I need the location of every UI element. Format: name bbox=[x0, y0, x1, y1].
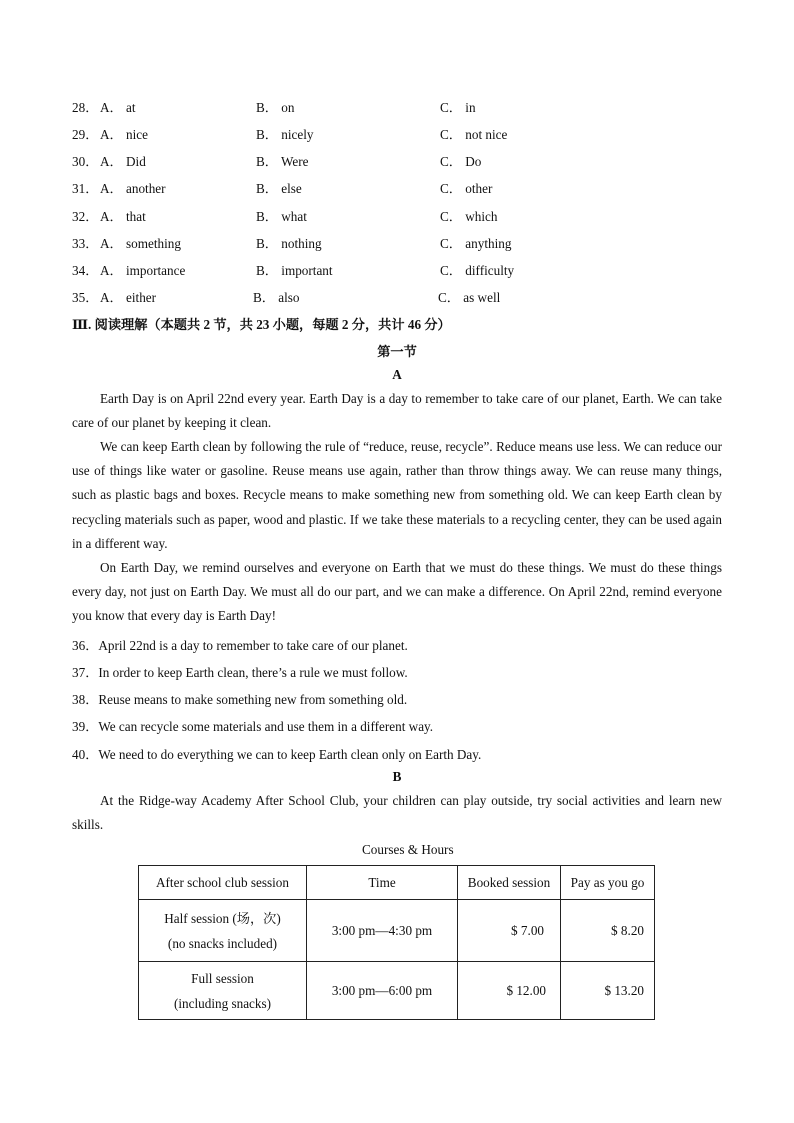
statement-38: 38．Reuse means to make something new from something old. bbox=[72, 692, 408, 707]
option-a: A． something bbox=[100, 236, 181, 251]
question-number: 32． bbox=[72, 209, 99, 224]
option-c: C． in bbox=[440, 100, 476, 115]
question-number: 33． bbox=[72, 236, 99, 251]
booked-cell: $ 12.00 bbox=[458, 962, 561, 1020]
option-a: A． importance bbox=[100, 263, 186, 278]
session-cell bbox=[139, 900, 307, 962]
question-number: 30． bbox=[72, 154, 99, 169]
booked-cell: $ 7.00 bbox=[458, 900, 561, 962]
session-note: (no snacks included) bbox=[167, 935, 278, 951]
header-booked: Booked session bbox=[458, 866, 561, 900]
header-time: Time bbox=[307, 866, 458, 900]
header-session: After school club session bbox=[139, 866, 307, 900]
table-row bbox=[139, 900, 655, 962]
option-row-29 bbox=[72, 124, 732, 144]
option-a: A． nice bbox=[100, 127, 148, 142]
option-c: C． difficulty bbox=[440, 263, 515, 278]
option-c: C． not nice bbox=[440, 127, 508, 142]
question-number: 34． bbox=[72, 263, 99, 278]
time-cell: 3:00 pm—4:30 pm bbox=[307, 900, 458, 962]
session-name: Full session bbox=[191, 970, 254, 986]
session-note: (including snacks) bbox=[173, 995, 272, 1011]
table-title: Courses & Hours bbox=[362, 842, 454, 857]
option-b: B． also bbox=[253, 290, 300, 305]
option-b: B． else bbox=[256, 181, 302, 196]
passage-b-label: B bbox=[392, 769, 402, 784]
statement-40: 40．We need to do everything we can to keep Earth clean only on Earth Day. bbox=[72, 747, 482, 762]
option-b: B． on bbox=[256, 100, 295, 115]
part-heading: 第一节 bbox=[377, 344, 417, 359]
passage-a-paragraph-3 bbox=[72, 556, 722, 629]
session-cell bbox=[139, 962, 307, 1020]
courses-table bbox=[138, 865, 655, 1020]
table-header-row bbox=[139, 866, 655, 900]
option-c: C． anything bbox=[440, 236, 512, 251]
question-number: 31． bbox=[72, 181, 99, 196]
option-row-33 bbox=[72, 233, 732, 253]
option-a: A． at bbox=[100, 100, 136, 115]
paragraph-text: Earth Day is on April 22nd every year. Earth Day is a day to remember to take care of our planet, Earth. We can take care of our planet by keeping it clean. bbox=[72, 391, 722, 431]
option-a: A． Did bbox=[100, 154, 146, 169]
passage-a-label: A bbox=[392, 367, 402, 382]
statement-36: 36．April 22nd is a day to remember to take care of our planet. bbox=[72, 638, 408, 653]
statement-39: 39．We can recycle some materials and use them in a different way. bbox=[72, 719, 434, 734]
statement-37: 37．In order to keep Earth clean, there’s a rule we must follow. bbox=[72, 665, 408, 680]
option-b: B． nicely bbox=[256, 127, 314, 142]
payg-cell: $ 8.20 bbox=[561, 900, 655, 962]
question-number: 35． bbox=[72, 290, 99, 305]
paragraph-text: At the Ridge-way Academy After School Club, your children can play outside, try social activities and learn new skills. bbox=[72, 793, 722, 833]
option-row-31 bbox=[72, 178, 732, 198]
option-row-28 bbox=[72, 97, 732, 117]
time-cell: 3:00 pm—6:00 pm bbox=[307, 962, 458, 1020]
option-row-34 bbox=[72, 260, 732, 280]
payg-cell: $ 13.20 bbox=[561, 962, 655, 1020]
session-name: Half session (场，次) bbox=[164, 910, 281, 926]
table-row bbox=[139, 962, 655, 1020]
option-row-35 bbox=[72, 287, 732, 307]
option-c: C． other bbox=[440, 181, 493, 196]
question-number: 28． bbox=[72, 100, 99, 115]
passage-a-paragraph-2 bbox=[72, 435, 722, 556]
option-a: A． another bbox=[100, 181, 166, 196]
option-b: B． Were bbox=[256, 154, 309, 169]
option-c: C． Do bbox=[440, 154, 482, 169]
option-a: A． that bbox=[100, 209, 146, 224]
option-b: B． what bbox=[256, 209, 307, 224]
option-b: B． important bbox=[256, 263, 333, 278]
option-a: A． either bbox=[100, 290, 157, 305]
option-row-32 bbox=[72, 206, 732, 226]
paragraph-text: On Earth Day, we remind ourselves and everyone on Earth that we must do these things. We must do these things every day, not just on Earth Day. We must all do our part, and we can make a difference. On April 22nd, remind everyone you know that every day is Earth Day! bbox=[72, 560, 722, 624]
passage-a-paragraph-1 bbox=[72, 387, 722, 435]
option-row-30 bbox=[72, 151, 732, 171]
passage-b-intro bbox=[72, 789, 722, 837]
option-b: B． nothing bbox=[256, 236, 322, 251]
option-c: C． which bbox=[440, 209, 498, 224]
option-c: C． as well bbox=[438, 290, 501, 305]
header-payg: Pay as you go bbox=[561, 866, 655, 900]
question-number: 29． bbox=[72, 127, 99, 142]
paragraph-text: We can keep Earth clean by following the rule of “reduce, reuse, recycle”. Reduce means use less. We can reduce our use of things like water or gasoline. Reuse means use again, rather than throw things away. We can reuse many things, such as plastic bags and boxes. Recycle means to make something new from something old. We can keep Earth clean by recycling materials such as paper, wood and plastic. If we take these materials to a recycling center, they can be used again in a different way. bbox=[72, 439, 722, 551]
section-heading: Ⅲ. 阅读理解（本题共 2 节，共 23 小题，每题 2 分，共计 46 分） bbox=[72, 317, 451, 332]
